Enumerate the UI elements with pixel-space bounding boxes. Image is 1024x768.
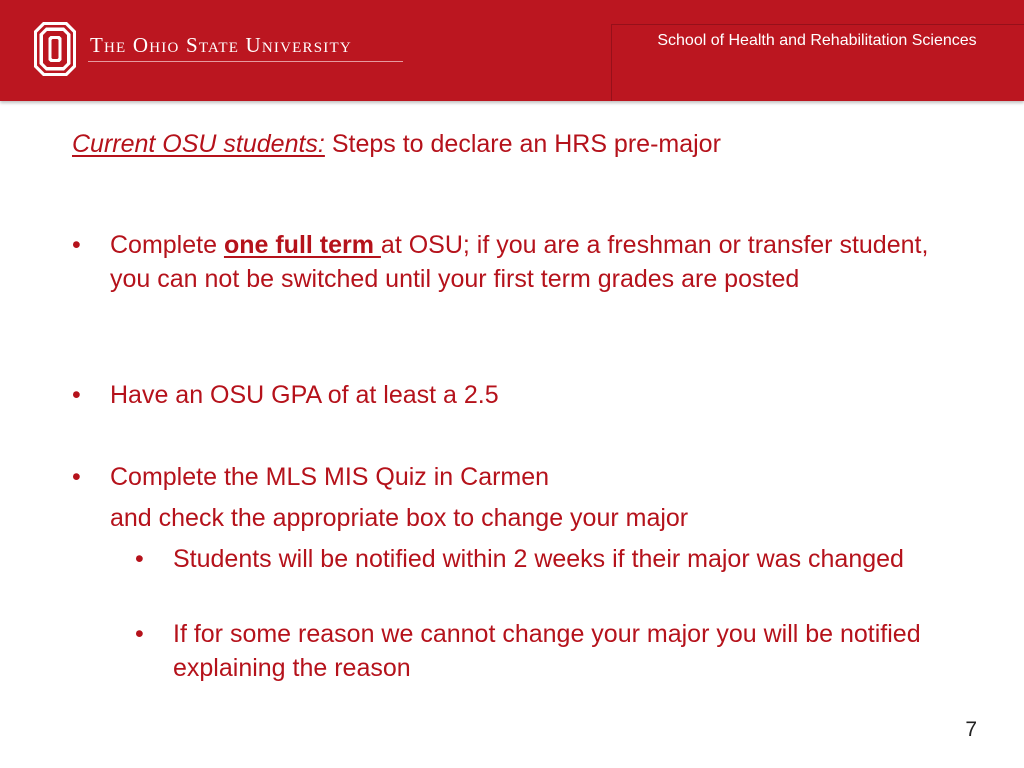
bullet-emphasis: one full term <box>223 231 381 259</box>
sub-bullet-marker: • <box>135 620 144 648</box>
bullet-text-quiz: Complete the MLS MIS Quiz in Carmen <box>110 463 550 491</box>
slide-title-rest: Steps to declare an HRS pre-major <box>331 130 721 158</box>
bullet-marker: • <box>72 231 81 259</box>
bullet-text-after: at OSU; if you are a freshman or transfer student, you can not be switched until your first term grades are posted <box>110 231 929 293</box>
page-number: 7 <box>965 718 977 741</box>
university-name: The Ohio State University <box>90 33 352 57</box>
bullet-text-gpa: Have an OSU GPA of at least a 2.5 <box>110 381 499 409</box>
bullet-text-term-requirement <box>110 228 970 296</box>
bullet-marker: • <box>72 381 81 409</box>
bullet-text-before: Complete <box>110 231 224 259</box>
bullet-marker: • <box>72 463 81 491</box>
sub-bullet-text-notification: Students will be notified within 2 weeks if their major was changed <box>173 545 904 573</box>
bullet-continuation: and check the appropriate box to change your major <box>110 504 689 532</box>
school-name: School of Health and Rehabilitation Sciences <box>657 32 977 49</box>
sub-bullet-marker: • <box>135 545 144 573</box>
slide-title-prefix: Current OSU students: <box>72 130 325 158</box>
sub-bullet-text-reason: If for some reason we cannot change your major you will be notified explaining the reason <box>173 620 921 682</box>
